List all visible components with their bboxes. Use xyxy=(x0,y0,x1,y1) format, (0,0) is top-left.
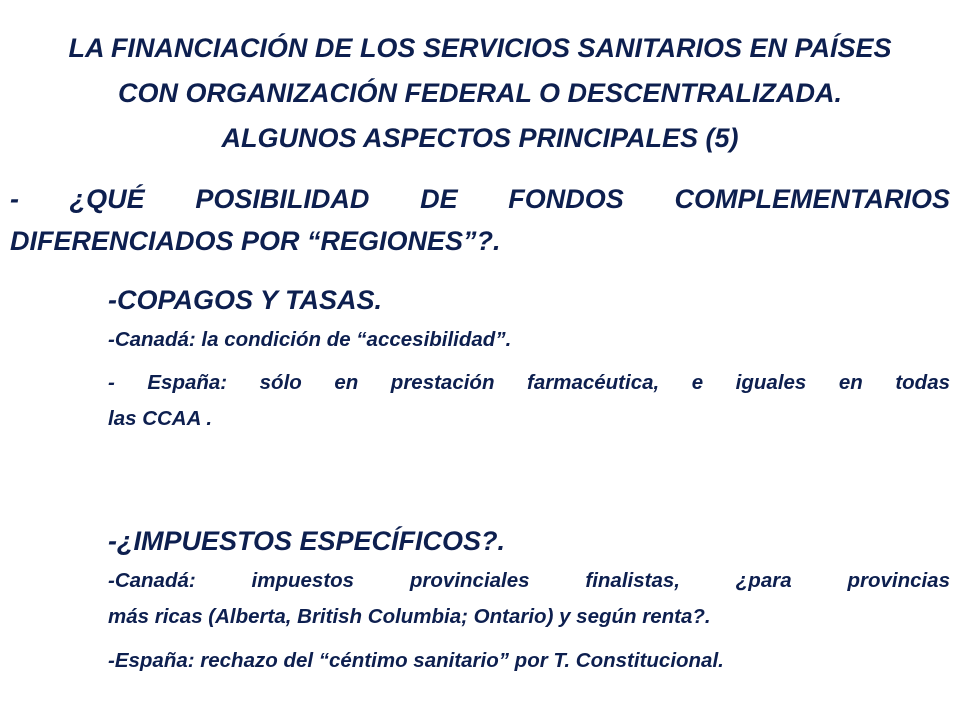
slide-title xyxy=(20,26,940,161)
bullet-item xyxy=(108,643,950,679)
bullet-text: las CCAA . xyxy=(108,407,213,430)
bullet-text: - España: sólo en prestación farmacéutica, e iguales en todas xyxy=(108,371,950,394)
question-line: - ¿QUÉ POSIBILIDAD DE FONDOS COMPLEMENTARIOS xyxy=(10,184,950,214)
section-impuestos xyxy=(108,523,950,679)
title-line: CON ORGANIZACIÓN FEDERAL O DESCENTRALIZADA. xyxy=(117,78,842,108)
section-copagos xyxy=(108,282,950,437)
title-line: ALGUNOS ASPECTOS PRINCIPALES (5) xyxy=(221,123,739,153)
question-line: DIFERENCIADOS POR “REGIONES”?. xyxy=(10,226,501,256)
bullet-item xyxy=(108,365,950,437)
bullet-item xyxy=(108,563,950,635)
title-line: LA FINANCIACIÓN DE LOS SERVICIOS SANITARIOS EN PAÍSES xyxy=(68,33,892,63)
bullet-text: -Canadá: la condición de “accesibilidad”. xyxy=(108,328,512,351)
section-heading: -COPAGOS Y TASAS. xyxy=(108,285,383,315)
main-question xyxy=(10,178,950,262)
bullet-text: más ricas (Alberta, British Columbia; Ontario) y según renta?. xyxy=(108,605,711,628)
bullet-item xyxy=(108,322,950,358)
bullet-text: -Canadá: impuestos provinciales finalistas, ¿para provincias xyxy=(108,569,950,592)
bullet-text: -España: rechazo del “céntimo sanitario” por T. Constitucional. xyxy=(108,649,724,672)
section-heading: -¿IMPUESTOS ESPECÍFICOS?. xyxy=(108,526,506,556)
